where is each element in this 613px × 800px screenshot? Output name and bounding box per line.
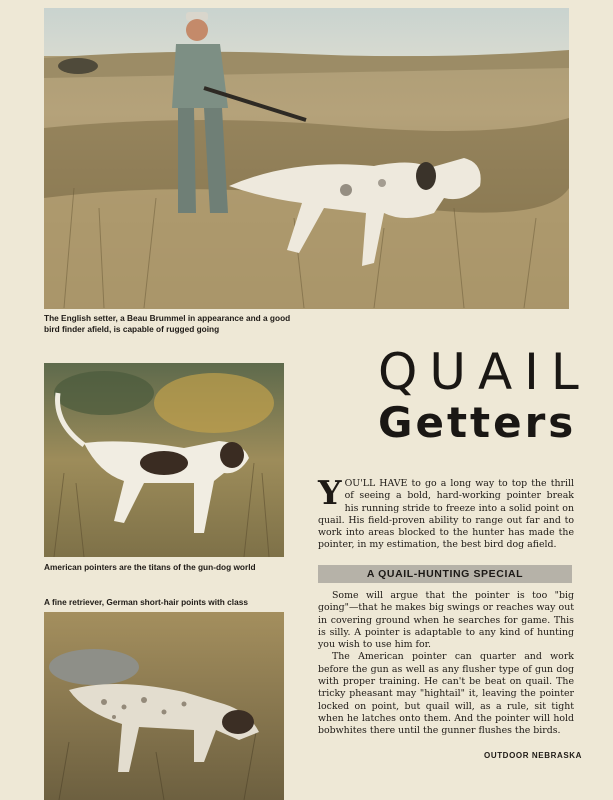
english-setter-photo [44,8,569,309]
article-title-line1: QUAIL [378,343,591,401]
paragraph-2: Some will argue that the pointer is too "big going"—that he makes big swings or reaches way out in covering ground when he searches for game. This is silly. A pointer is adaptable to any kind of hunting you wish to use him for. [318,590,574,651]
section-heading: A QUAIL-HUNTING SPECIAL [318,565,572,583]
paragraph-3: The American pointer can quarter and work before the gun as well as any flusher type of gun dog with proper training. He can't be beat on quail. The tricky pheasant may "hightail" it, leaving the pointer locked on point, but quail will, as a rule, sit tight when he latches onto them. And the pointer will hold bobwhites there until the gunner flushes the birds. [318,651,574,737]
publication-footer: OUTDOOR NEBRASKA [484,751,583,760]
article-title-line2: Getters [378,398,577,447]
intro-text: OU'LL HAVE to go a long way to top the thrill of seeing a bold, hard-working pointer break his running stride to freeze into a solid point on quail. His field-proven ability to range out far and to work into areas blocked to the hunter has made the pointer, in my estimation, the best bird dog afield. [318,478,574,551]
german-shorthair-caption: A fine retriever, German short-hair points with class [44,597,248,607]
body-paragraphs [318,590,574,738]
american-pointer-caption: American pointers are the titans of the gun-dog world [44,562,256,572]
intro-paragraph [318,473,574,552]
german-shorthair-photo [44,612,284,800]
drop-cap: Y [318,473,342,512]
english-setter-caption: The English setter, a Beau Brummel in appearance and a good bird finder afield, is capable of rugged going [44,313,291,334]
american-pointer-photo [44,363,284,557]
